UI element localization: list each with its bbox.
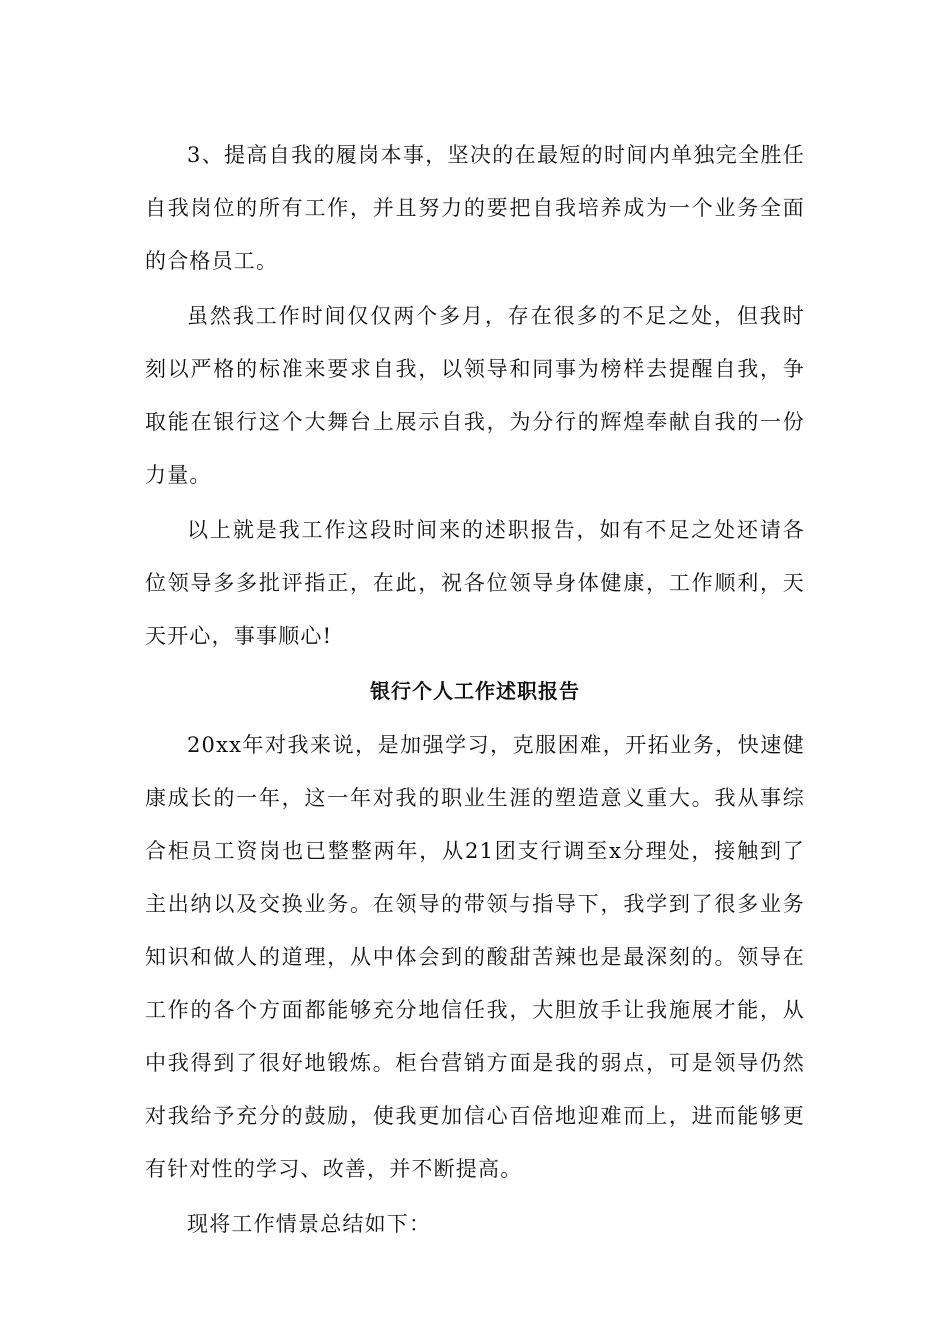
paragraph-closing-wishes: 以上就是我工作这段时间来的述职报告，如有不足之处还请各位领导多多批评指正，在此，祝各位领导身体健康，工作顺利，天天开心，事事顺心!: [145, 518, 805, 648]
paragraph-summary-intro: 现将工作情景总结如下：: [187, 1212, 432, 1236]
section-title: 银行个人工作述职报告: [370, 679, 580, 703]
paragraph-year-review: 20xx年对我来说，是加强学习，克服困难，开拓业务，快速健康成长的一年，这一年对我的职业生涯的塑造意义重大。我从事综合柜员工资岗也已整整两年，从21团支行调至x分理处，接触到了主出纳以及交换业务。在领导的带领与指导下，我学到了很多业务知识和做人的道理，从中体会到的酸甜苦辣也是最深刻的。领导在工作的各个方面都能够充分地信任我，大胆放手让我施展才能，从中我得到了很好地锻炼。柜台营销方面是我的弱点，可是领导仍然对我给予充分的鼓励，使我更加信心百倍地迎难而上，进而能够更有针对性的学习、改善，并不断提高。: [145, 733, 805, 1181]
paragraph-improve-ability: 3、提高自我的履岗本事，坚决的在最短的时间内单独完全胜任自我岗位的所有工作，并且努力的要把自我培养成为一个业务全面的合格员工。: [145, 143, 805, 273]
document-body: [145, 129, 805, 1251]
paragraph-short-tenure: 虽然我工作时间仅仅两个多月，存在很多的不足之处，但我时刻以严格的标准来要求自我，以领导和同事为榜样去提醒自我，争取能在银行这个大舞台上展示自我，为分行的辉煌奉献自我的一份力量。: [145, 304, 805, 487]
